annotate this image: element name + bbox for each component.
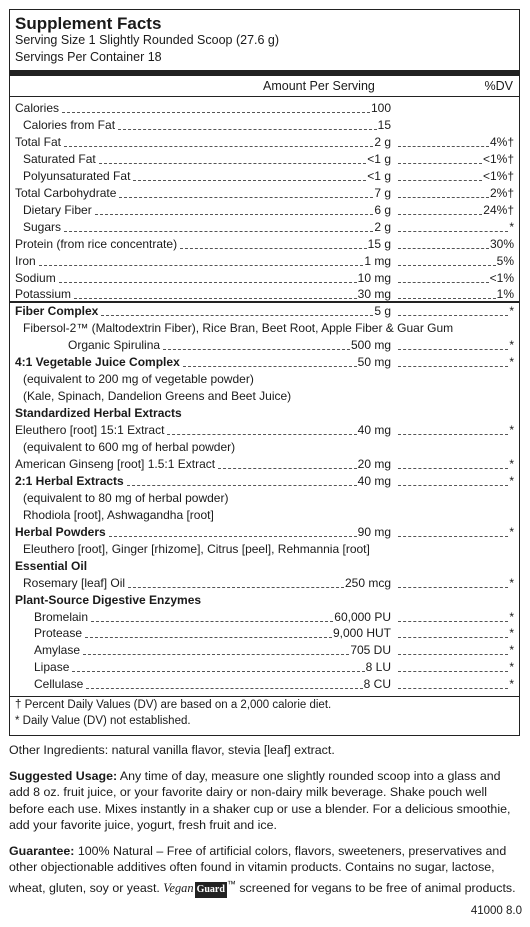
- product-code: 41000 8.0: [470, 905, 522, 917]
- row-text: Plant-Source Digestive Enzymes: [15, 592, 202, 607]
- row-name: Iron: [15, 253, 36, 268]
- row-dv: 4%†: [489, 134, 514, 149]
- row-dv: *: [509, 423, 514, 438]
- row-amount: 40 mg: [357, 423, 391, 438]
- dot-leader: [398, 621, 508, 622]
- row-text: Essential Oil: [15, 558, 88, 573]
- dot-leader: [398, 214, 482, 215]
- row-dv: <1%: [489, 270, 514, 285]
- dot-leader: [180, 248, 367, 249]
- guarantee: [9, 843, 521, 899]
- dot-leader: [398, 180, 482, 181]
- dot-leader: [398, 163, 482, 164]
- suggested-usage-label: Suggested Usage:: [9, 768, 118, 783]
- row-dv: *: [509, 473, 514, 488]
- dot-leader: [163, 349, 350, 350]
- dot-leader: [62, 112, 370, 113]
- row-dv: 30%: [489, 236, 514, 251]
- row-name: Polyunsaturated Fat: [23, 168, 131, 183]
- row-amount: 2 g: [374, 134, 391, 149]
- dot-leader: [398, 265, 496, 266]
- guarantee-tail: screened for vegans to be free of animal products.: [235, 880, 516, 895]
- row-name: Total Fat: [15, 134, 62, 149]
- thick-rule: [10, 70, 519, 76]
- dot-leader: [398, 298, 496, 299]
- dot-leader: [398, 671, 508, 672]
- dot-leader: [398, 485, 508, 486]
- row-amount: 500 mg: [350, 338, 391, 353]
- dot-leader: [86, 688, 362, 689]
- dot-leader: [398, 536, 508, 537]
- row-text: Standardized Herbal Extracts: [15, 406, 182, 421]
- dot-leader: [39, 265, 364, 266]
- row-name: Total Carbohydrate: [15, 185, 117, 200]
- row-text: Eleuthero [root], Ginger [rhizome], Citrus [peel], Rehmannia [root]: [23, 541, 370, 556]
- row-amount: 100: [370, 101, 391, 115]
- row-name: Lipase: [34, 660, 70, 675]
- row-text: Fibersol-2™ (Maltodextrin Fiber), Rice Bran, Beet Root, Apple Fiber & Guar Gum: [23, 321, 454, 336]
- row-amount: 9,000 HUT: [332, 626, 391, 641]
- row-name: Saturated Fat: [23, 151, 96, 166]
- row-name: Bromelain: [34, 609, 89, 624]
- row-name: Calories from Fat: [23, 117, 116, 132]
- dot-leader: [64, 146, 373, 147]
- row-name: Protein (from rice concentrate): [15, 236, 178, 251]
- row-amount: 6 g: [374, 202, 391, 217]
- dot-leader: [72, 671, 364, 672]
- row-amount: 10 mg: [357, 270, 391, 285]
- vegan-guard-logo: [163, 881, 227, 895]
- dot-leader: [64, 231, 373, 232]
- dot-leader: [133, 180, 366, 181]
- row-amount: 30 mg: [357, 287, 391, 302]
- row-amount: 40 mg: [357, 473, 391, 488]
- footnote-dagger: † Percent Daily Values (DV) are based on a 2,000 calorie diet.: [15, 699, 332, 712]
- dot-leader: [74, 298, 357, 299]
- row-amount: 90 mg: [357, 524, 391, 539]
- row-name: 2:1 Herbal Extracts: [15, 473, 124, 488]
- row-dv: *: [509, 456, 514, 471]
- suggested-usage-text: Any time of day, measure one slightly rounded scoop into a glass and add 8 oz. fruit juice, or your favorite dairy or non-dairy milk beverage. Shake pouch well before each use. Mixes instantly in a shaker cup or use a blender. For a delicious smoothie, add your favorite juice, yogurt, fresh fruit and ice.: [9, 768, 511, 832]
- row-amount: 1 mg: [364, 253, 391, 268]
- row-text: (equivalent to 80 mg of herbal powder): [23, 490, 229, 505]
- row-amount: 5 g: [374, 304, 391, 319]
- row-name: American Ginseng [root] 1.5:1 Extract: [15, 456, 216, 471]
- dot-leader: [101, 315, 373, 316]
- dot-leader: [167, 434, 356, 435]
- dot-leader: [109, 536, 357, 537]
- dot-leader: [91, 621, 333, 622]
- dot-leader: [398, 637, 508, 638]
- dot-leader: [398, 248, 489, 249]
- row-dv: 24%†: [483, 202, 514, 217]
- row-amount: 15: [377, 117, 391, 132]
- row-name: 4:1 Vegetable Juice Complex: [15, 355, 180, 370]
- row-name: Cellulase: [34, 677, 84, 692]
- dot-leader: [398, 587, 508, 588]
- footnote-rule: [10, 696, 519, 697]
- row-dv: 5%: [496, 253, 514, 268]
- dot-leader: [398, 349, 508, 350]
- vegan-tm: ™: [226, 878, 236, 889]
- row-text: Rhodiola [root], Ashwagandha [root]: [23, 507, 214, 522]
- dot-leader: [398, 146, 489, 147]
- row-amount: 50 mg: [357, 355, 391, 370]
- dot-leader: [398, 282, 489, 283]
- footnote-star: * Daily Value (DV) not established.: [15, 715, 191, 728]
- row-amount: 2 g: [374, 219, 391, 234]
- other-ingredients: Other Ingredients: natural vanilla flavor, stevia [leaf] extract.: [9, 743, 335, 757]
- row-name: Sodium: [15, 270, 56, 285]
- supplement-facts-panel: [9, 9, 520, 736]
- row-name: Protease: [34, 626, 83, 641]
- section-rule: [10, 301, 519, 303]
- row-amount: 15 g: [367, 236, 391, 251]
- row-text: (Kale, Spinach, Dandelion Greens and Beet Juice): [23, 389, 292, 404]
- row-dv: 1%: [496, 287, 514, 302]
- row-text: (equivalent to 600 mg of herbal powder): [23, 440, 236, 454]
- row-dv: *: [509, 643, 514, 658]
- dot-leader: [398, 366, 508, 367]
- dot-leader: [183, 366, 357, 367]
- row-dv: <1%†: [482, 168, 514, 183]
- row-name: Herbal Powders: [15, 524, 106, 539]
- row-amount: 7 g: [374, 185, 391, 200]
- row-name: Calories: [15, 101, 60, 115]
- row-name: Dietary Fiber: [23, 202, 92, 217]
- dot-leader: [218, 468, 357, 469]
- row-dv: <1%†: [482, 151, 514, 166]
- dot-leader: [398, 315, 508, 316]
- guarantee-text: 100% Natural – Free of artificial colors, flavors, sweeteners, preservatives and other objectionable additives often found in vitamin products. Contains no sugar, lactose, wheat, gluten, soy or yeast.: [9, 843, 507, 895]
- row-amount: <1 g: [367, 168, 391, 183]
- row-dv: *: [509, 524, 514, 539]
- row-dv: *: [509, 609, 514, 624]
- header-rule: [10, 96, 519, 97]
- servings-per-container: Servings Per Container 18: [15, 50, 162, 64]
- row-amount: 8 CU: [363, 677, 391, 692]
- row-dv: *: [509, 660, 514, 675]
- dot-leader: [398, 688, 508, 689]
- row-amount: 20 mg: [357, 456, 391, 471]
- row-name: Sugars: [23, 219, 62, 234]
- row-amount: 60,000 PU: [334, 609, 391, 624]
- row-dv: *: [509, 677, 514, 692]
- dot-leader: [59, 282, 357, 283]
- dot-leader: [118, 129, 377, 130]
- guarantee-label: Guarantee:: [9, 843, 75, 858]
- row-dv: *: [509, 626, 514, 641]
- dot-leader: [127, 485, 357, 486]
- panel-title: Supplement Facts: [15, 14, 162, 33]
- dot-leader: [398, 197, 489, 198]
- row-name: Amylase: [34, 643, 81, 658]
- suggested-usage: [9, 768, 521, 834]
- dot-leader: [398, 468, 508, 469]
- row-amount: <1 g: [367, 151, 391, 166]
- dot-leader: [119, 197, 373, 198]
- vegan-word: Vegan: [163, 880, 194, 895]
- row-dv: *: [509, 575, 514, 590]
- dot-leader: [398, 654, 508, 655]
- row-amount: 250 mcg: [344, 575, 391, 590]
- row-dv: 2%†: [489, 185, 514, 200]
- dot-leader: [398, 434, 508, 435]
- amount-per-serving-header: Amount Per Serving: [263, 79, 375, 93]
- row-dv: *: [509, 219, 514, 234]
- row-amount: 705 DU: [350, 643, 391, 658]
- serving-size: Serving Size 1 Slightly Rounded Scoop (27.6 g): [15, 33, 280, 47]
- row-amount: 8 LU: [365, 660, 391, 675]
- row-name: Rosemary [leaf] Oil: [23, 575, 126, 590]
- dot-leader: [128, 587, 344, 588]
- row-dv: *: [509, 304, 514, 319]
- dot-leader: [83, 654, 349, 655]
- dv-header: %DV: [484, 79, 513, 93]
- label-text-block: [9, 742, 521, 907]
- dot-leader: [85, 637, 332, 638]
- vegan-guard-box: Guard: [195, 882, 227, 899]
- row-dv: *: [509, 355, 514, 370]
- row-name: Organic Spirulina: [68, 338, 161, 353]
- row-name: Potassium: [15, 287, 72, 302]
- dot-leader: [398, 231, 508, 232]
- row-name: Eleuthero [root] 15:1 Extract: [15, 423, 165, 438]
- row-text: (equivalent to 200 mg of vegetable powder): [23, 372, 254, 387]
- dot-leader: [95, 214, 374, 215]
- row-dv: *: [509, 338, 514, 353]
- dot-leader: [99, 163, 367, 164]
- row-name: Fiber Complex: [15, 304, 99, 319]
